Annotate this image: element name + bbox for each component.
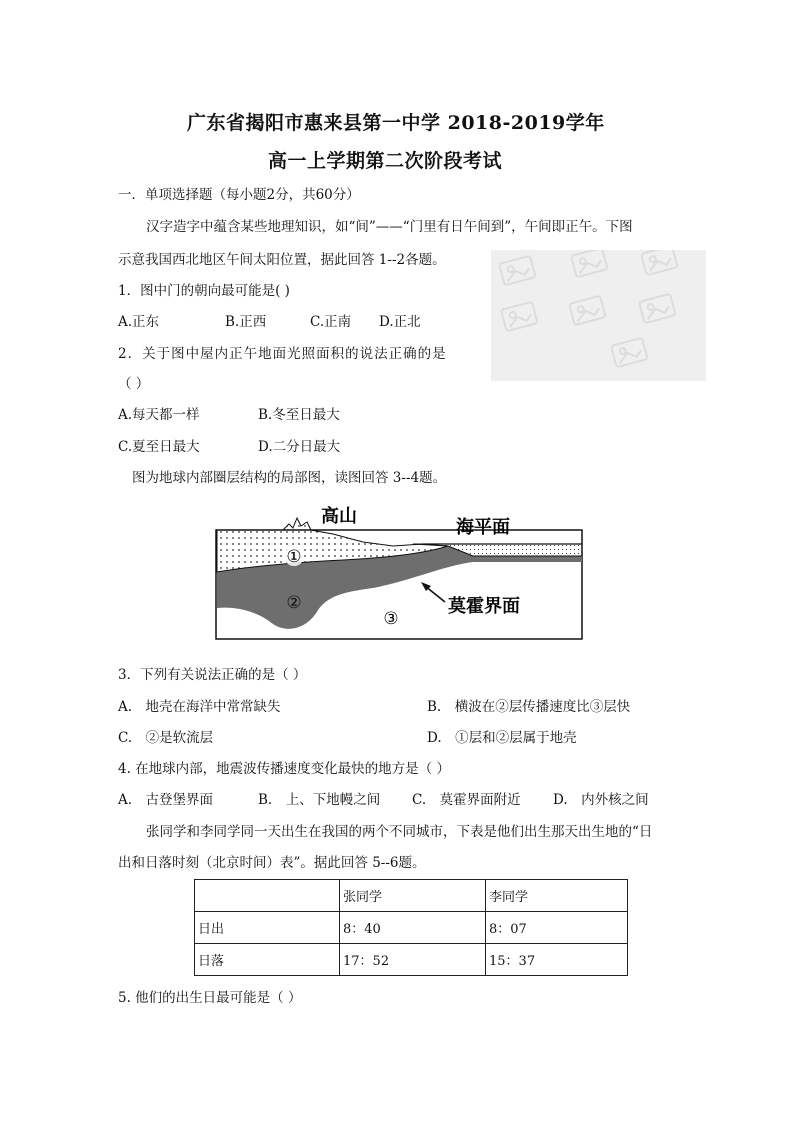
q2-option-c: C.夏至日最大 [118,439,200,455]
q4-stem: 4. 在地球内部，地震波传播速度变化最快的地方是（ ） [118,761,450,777]
label-sea-level: 海平面 [456,517,510,538]
q4-option-d: D. 内外核之间 [553,792,649,808]
image-placeholder-icon [491,250,706,381]
q1-option-d: D.正北 [379,314,421,330]
earth-layers-diagram [213,500,585,646]
intro-2: 图为地球内部圈层结构的局部图，读图回答 3--4题。 [132,470,447,486]
label-mountain: 高山 [321,506,357,527]
table-header-row [195,880,628,912]
q1-stem: 1．图中门的朝向最可能是( ) [118,283,290,299]
section-heading: 一．单项选择题（每小题2分，共60分） [118,187,360,203]
title-line-2: 高一上学期第二次阶段考试 [268,150,503,172]
q4-option-a: A. 古登堡界面 [118,792,214,808]
q5-stem: 5. 他们的出生日最可能是（ ） [118,990,302,1006]
label-layer-2: ② [286,593,302,613]
table-cell: 8：40 [340,912,486,944]
q3-option-d: D. ①层和②层属于地壳 [427,730,577,746]
q2-stem: 2．关于图中屋内正午地面光照面积的说法正确的是 [118,346,447,362]
table-row [195,944,628,976]
table-cell: 日出 [195,912,340,944]
q3-option-a: A. 地壳在海洋中常常缺失 [118,699,281,715]
table-header-cell: 张同学 [340,880,486,912]
intro-1-line-2: 示意我国西北地区午间太阳位置，据此回答 1--2各题。 [118,252,446,268]
q3-stem: 3．下列有关说法正确的是（ ） [118,667,307,683]
q2-option-d: D.二分日最大 [258,439,341,455]
q4-option-b: B. 上、下地幔之间 [258,792,381,808]
table-header-cell [195,880,340,912]
table-cell: 8：07 [486,912,628,944]
q3-option-b: B. 横波在②层传播速度比③层快 [427,699,631,715]
table-cell: 17：52 [340,944,486,976]
label-layer-1: ① [286,547,302,567]
table-header-cell: 李同学 [486,880,628,912]
intro-3-line-2: 出和日落时刻（北京时间）表”。据此回答 5--6题。 [118,855,426,871]
q4-option-c: C. 莫霍界面附近 [412,792,521,808]
q1-option-a: A.正东 [118,314,160,330]
intro-3-line-1: 张同学和李同学同一天出生在我国的两个不同城市，下表是他们出生那天出生地的“日 [146,824,653,840]
intro-1-line-1: 汉字造字中蕴含某些地理知识，如“间”——“门里有日午间到”，午间即正午。下图 [146,219,633,235]
table-cell: 15：37 [486,944,628,976]
sunrise-sunset-table [194,879,628,976]
title-line-1: 广东省揭阳市惠来县第一中学 2018-2019学年 [187,112,605,134]
label-layer-3: ③ [383,609,399,629]
table-cell: 日落 [195,944,340,976]
q2-option-b: B.冬至日最大 [258,407,340,423]
q2-paren: （ ） [118,376,150,392]
q3-option-c: C. ②是软流层 [118,730,214,746]
q2-option-a: A.每天都一样 [118,407,200,423]
q1-option-c: C.正南 [310,314,352,330]
table-row [195,912,628,944]
q1-option-b: B.正西 [225,314,267,330]
label-moho: 莫霍界面 [448,596,520,617]
image-placeholder [491,250,706,381]
